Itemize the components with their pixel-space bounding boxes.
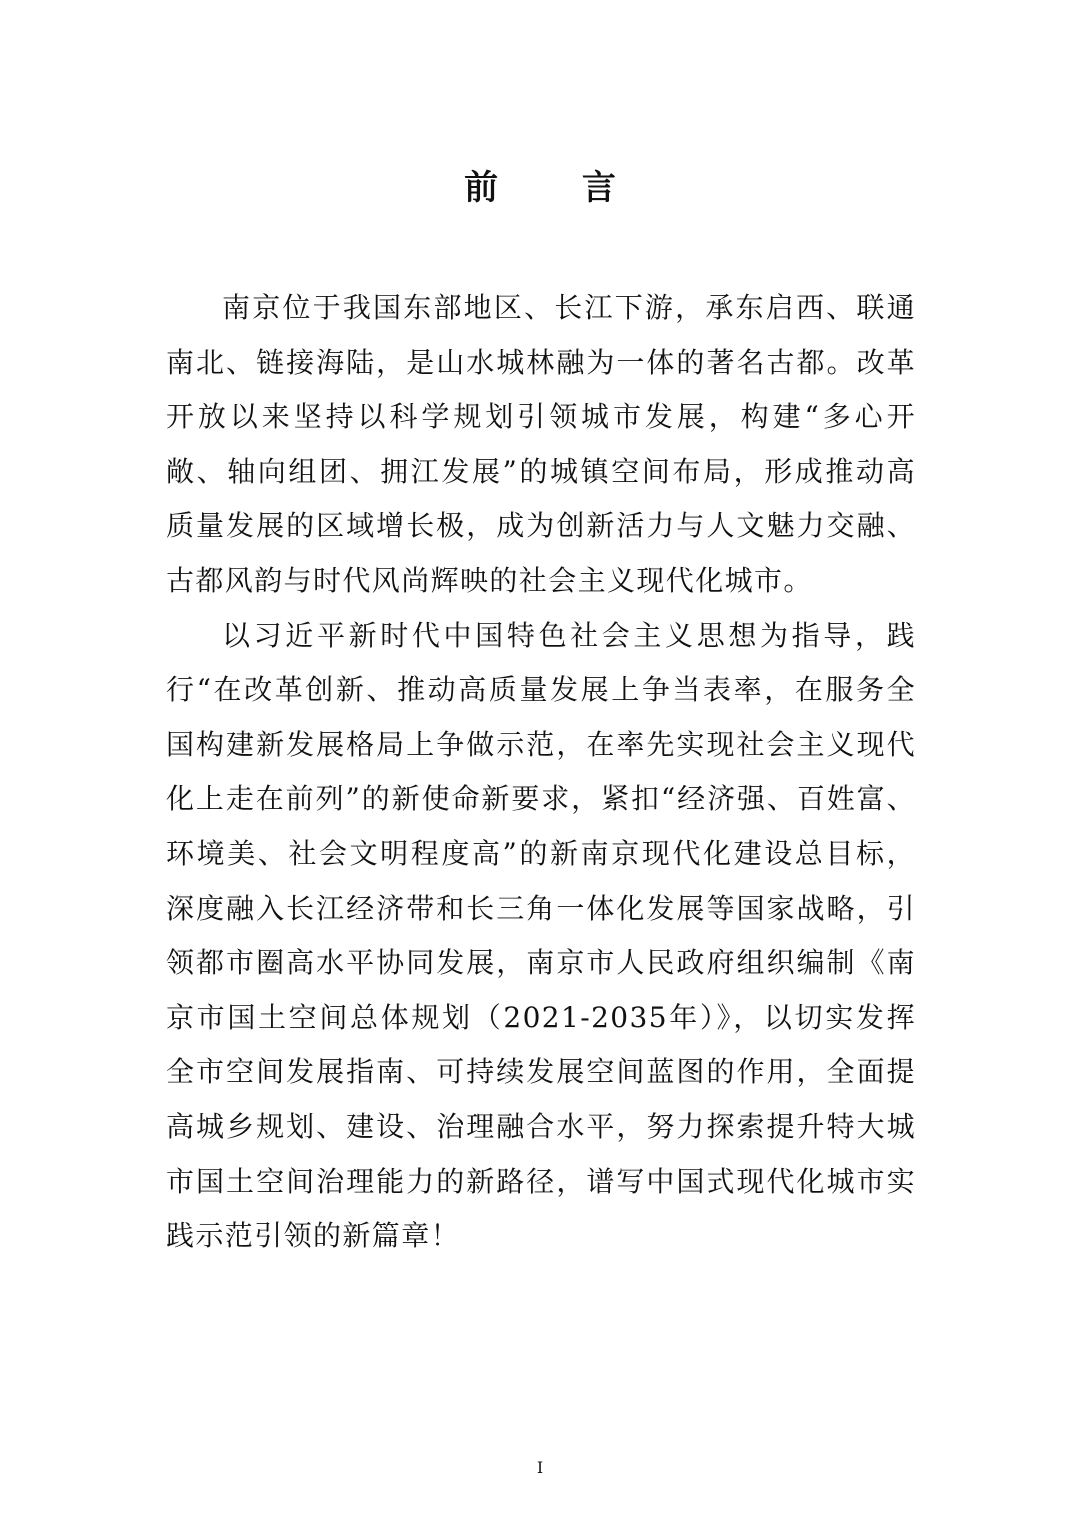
page-number: I xyxy=(536,1458,544,1477)
preface-paragraph-2: 以习近平新时代中国特色社会主义思想为指导，践行“在改革创新、推动高质量发展上争当表率，在服务全国构建新发展格局上争做示范，在率先实现社会主义现代化上走在前列”的新使命新要求，紧扣“经济强、百姓富、环境美、社会文明程度高”的新南京现代化建设总目标，深度融入长江经济带和长三角一体化发展等国家战略，引领都市圈高水平协同发展，南京市人民政府组织编制《南京市国土空间总体规划（2021-2035年）》，以切实发挥全市空间发展指南、可持续发展空间蓝图的作用，全面提高城乡规划、建设、治理融合水平，努力探索提升特大城市国土空间治理能力的新路径，谱写中国式现代化城市实践示范引领的新篇章！ xyxy=(166,618,916,1253)
preface-body xyxy=(166,281,916,1264)
preface-paragraph-1: 南京位于我国东部地区、长江下游，承东启西、联通南北、链接海陆，是山水城林融为一体的著名古都。改革开放以来坚持以科学规划引领城市发展，构建“多心开敞、轴向组团、拥江发展”的城镇空间布局，形成推动高质量发展的区域增长极，成为创新活力与人文魅力交融、古都风韵与时代风尚辉映的社会主义现代化城市。 xyxy=(166,291,916,597)
page-title: 前 言 xyxy=(464,168,652,208)
